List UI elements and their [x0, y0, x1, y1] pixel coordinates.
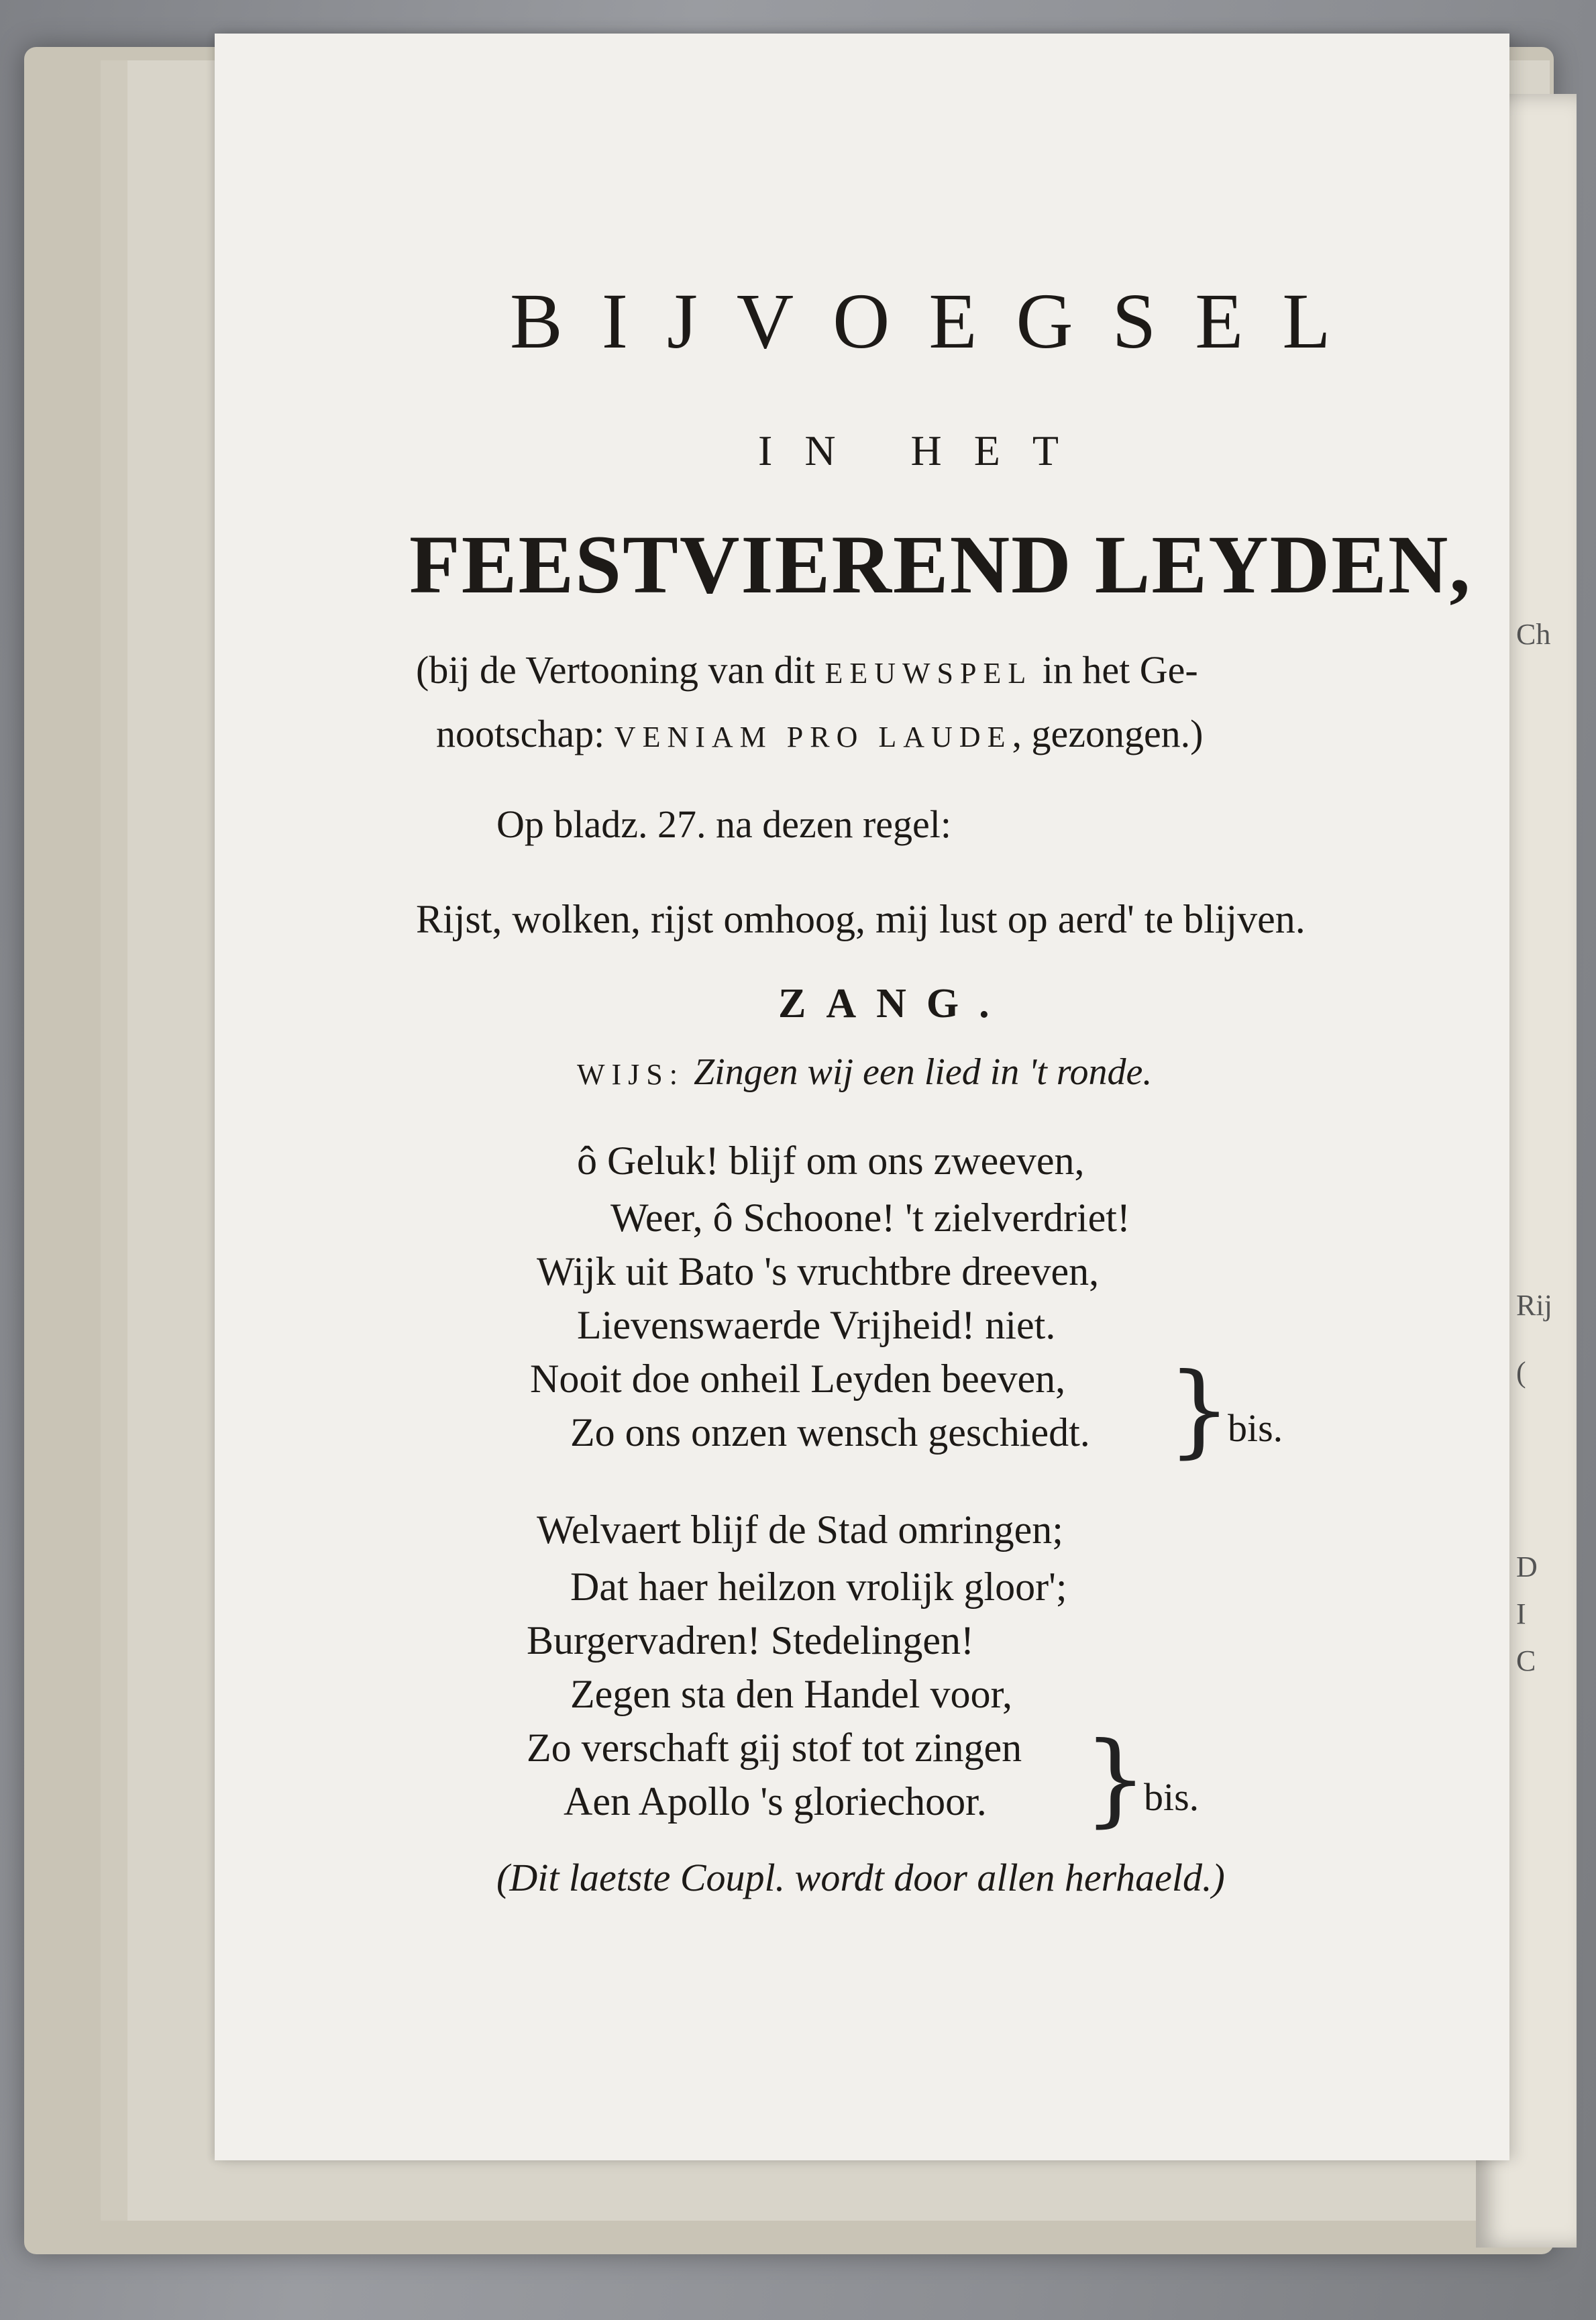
melody-line: [577, 1053, 1152, 1091]
facing-page-glyph: Ch: [1516, 618, 1551, 651]
stanza2-line: Welvaert blijf de Stad omringen;: [537, 1508, 1063, 1552]
stanza2-brace: }: [1083, 1721, 1148, 1838]
printed-page: [215, 34, 1509, 2160]
stanza1-line: Lievenswaerde Vrijheid! niet.: [577, 1303, 1056, 1347]
stanza1-bis: bis.: [1228, 1406, 1283, 1450]
quoted-line: Rijst, wolken, rijst omhoog, mij lust op aerd' te blijven.: [416, 897, 1306, 941]
closing-note: (Dit laetste Coupl. wordt door allen herhaeld.): [496, 1856, 1225, 1899]
subtitle-text: (bij de Vertooning van dit: [416, 648, 825, 692]
subtitle-eeuwspel: EEUWSPEL: [824, 657, 1033, 690]
stanza2-bis: bis.: [1144, 1775, 1200, 1819]
subtitle-line-2: [436, 712, 1204, 755]
facing-page-glyph: I: [1516, 1597, 1526, 1630]
subtitle-motto: VENIAM PRO LAUDE: [614, 721, 1012, 753]
title-in-het: IN HET: [758, 427, 1091, 474]
subtitle-line-1: [416, 648, 1198, 692]
stanza2-line: Burgervadren! Stedelingen!: [527, 1618, 975, 1663]
stanza1-line: Weer, ô Schoone! 't zielverdriet!: [610, 1196, 1130, 1240]
stanza2-line: Zo verschaft gij stof tot zingen: [527, 1726, 1022, 1770]
stanza1-line: Nooit doe onheil Leyden beeven,: [530, 1357, 1066, 1401]
stanza1-line: ô Geluk! blijf om ons zweeven,: [577, 1139, 1085, 1183]
stanza1-line: Wijk uit Bato 's vruchtbre dreeven,: [537, 1249, 1100, 1294]
facing-page-glyph: D: [1516, 1550, 1538, 1583]
stanza2-line: Aen Apollo 's gloriechoor.: [564, 1779, 987, 1824]
facing-page-glyph: Rij: [1516, 1289, 1552, 1322]
subtitle-text: in het Ge-: [1032, 648, 1198, 692]
stanza1-brace: }: [1167, 1352, 1232, 1469]
stanza2-line: Dat haer heilzon vrolijk gloor';: [570, 1565, 1067, 1609]
facing-page-glyph: C: [1516, 1644, 1536, 1677]
page-reference: Op bladz. 27. na dezen regel:: [496, 802, 951, 846]
song-heading: ZANG.: [778, 981, 1010, 1026]
stanza1-line: Zo ons onzen wensch geschiedt.: [570, 1410, 1090, 1455]
melody-title: Zingen wij een lied in 't ronde.: [694, 1051, 1153, 1093]
stanza2-line: Zegen sta den Handel voor,: [570, 1672, 1013, 1716]
melody-label: WIJS:: [577, 1058, 684, 1091]
subtitle-text: , gezongen.): [1012, 712, 1204, 755]
facing-page-glyph: (: [1516, 1356, 1526, 1389]
title-bijvoegsel: BIJVOEGSEL: [510, 277, 1370, 365]
main-title: FEESTVIEREND LEYDEN,: [409, 519, 1472, 611]
subtitle-text: nootschap:: [436, 712, 615, 755]
